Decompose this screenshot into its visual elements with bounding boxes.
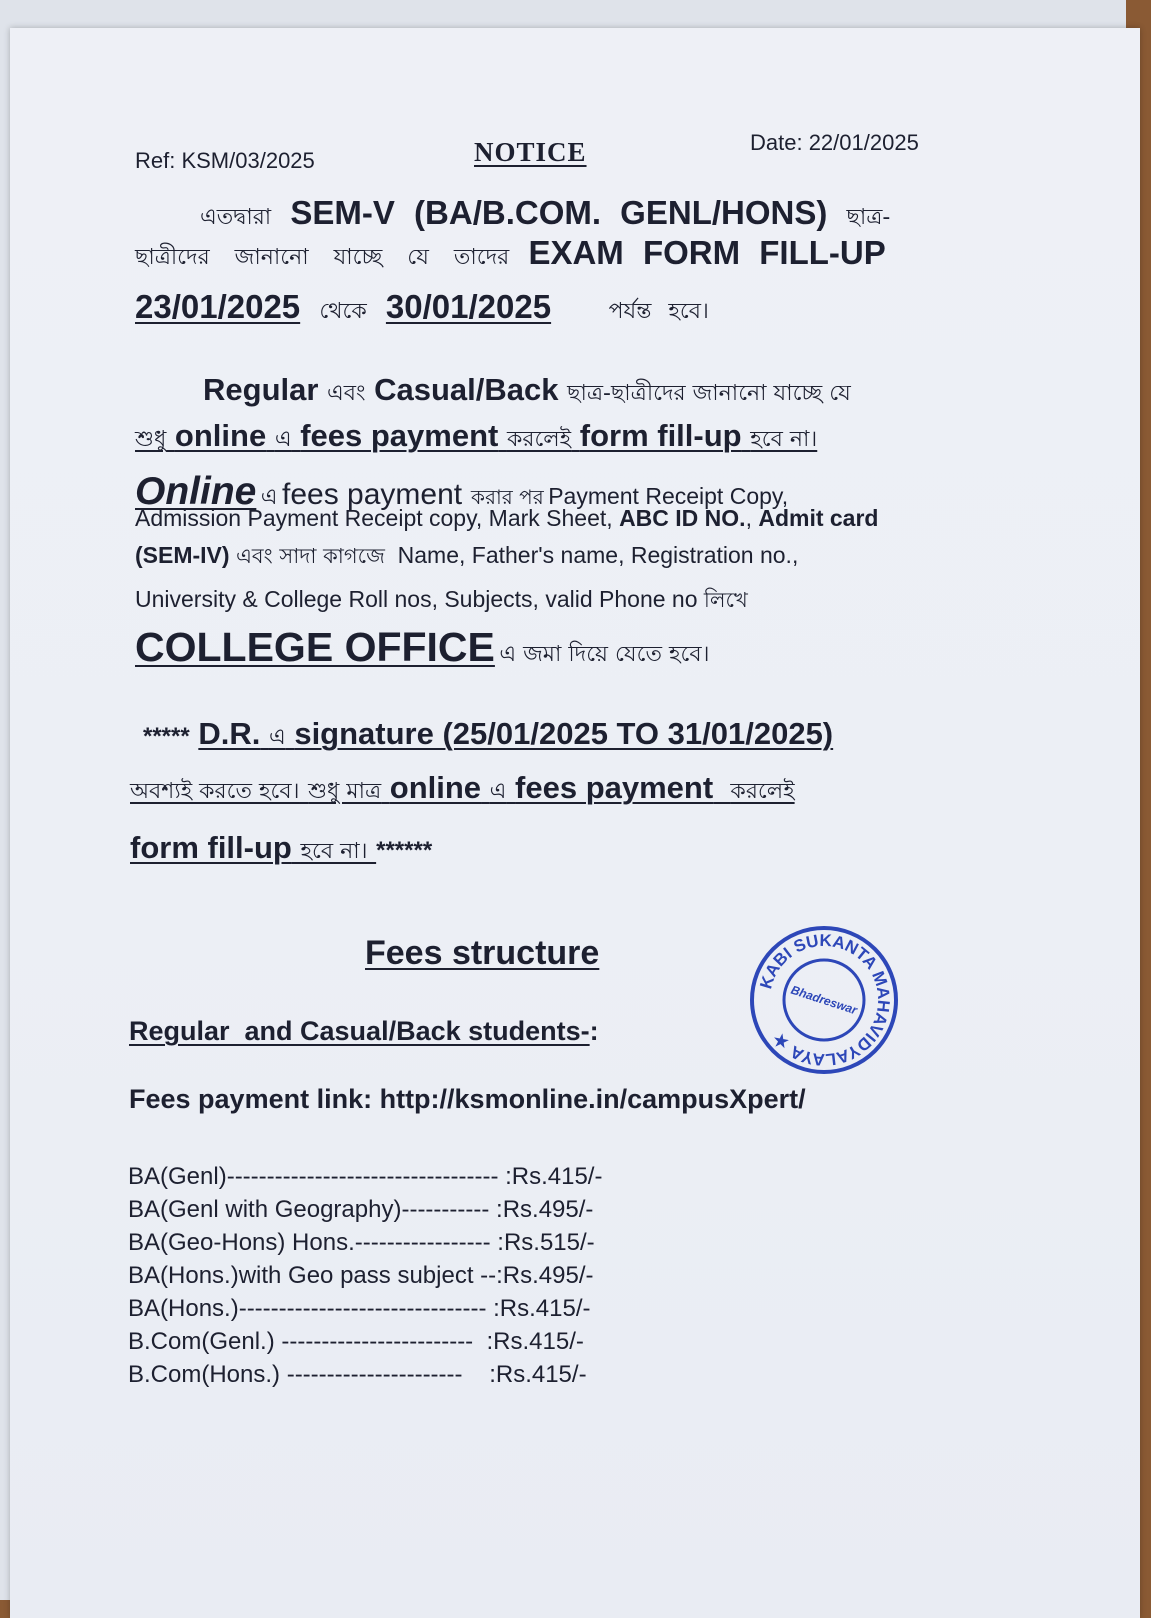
reference-number: Ref: KSM/03/2025 [135, 148, 315, 173]
fees-payment-text: fees payment [282, 478, 463, 511]
fee-row-bcom-hons: B.Com(Hons.) ---------------------- :Rs.415/- [128, 1361, 587, 1388]
stars-text: ****** [376, 837, 433, 864]
stars-text: ***** [143, 723, 190, 750]
bn-text: করলেই [506, 427, 572, 452]
details-text: Name, Father's name, Registration no., [397, 542, 799, 568]
bn-text: লিখে [703, 588, 748, 612]
fee-row-ba-genl: BA(Genl)---------------------------------- :Rs.415/- [128, 1163, 603, 1190]
bn-text: থেকে [319, 299, 367, 324]
bn-text: পর্যন্ত হবে। [608, 299, 709, 324]
regular-text: Regular [203, 372, 319, 407]
form-fillup-text: form fill-up [579, 418, 742, 453]
bn-text: এ [260, 485, 278, 510]
bn-text: ছাত্র-ছাত্রীদের জানানো যাচ্ছে যে [567, 381, 851, 406]
bn-text: ছাত্রীদের জানানো যাচ্ছে যে তাদের [135, 245, 510, 270]
fees-payment-text: fees payment [300, 418, 499, 453]
comma-text: , [745, 505, 752, 531]
dr-text: D.R. [198, 716, 261, 751]
college-office-text: COLLEGE OFFICE [135, 624, 495, 670]
bn-text: ছাত্র- [846, 205, 891, 230]
fee-row-ba-geo-hons: BA(Geo-Hons) Hons.----------------- :Rs.515/- [128, 1229, 595, 1256]
svg-text:Bhadreswar: Bhadreswar [789, 982, 859, 1018]
notice-date: Date: 22/01/2025 [750, 130, 919, 155]
para3-line2 [135, 505, 878, 532]
online-text: online [174, 418, 267, 453]
bn-text: এ [274, 427, 292, 452]
form-fillup-text: form fill-up [130, 830, 292, 865]
notice-title: NOTICE [474, 137, 587, 167]
students-heading: Regular and Casual/Back students- [129, 1016, 590, 1046]
documents-text: Admission Payment Receipt copy, Mark Sheet, [135, 505, 613, 531]
bn-text: এ জমা দিয়ে যেতে হবে। [499, 642, 710, 667]
bn-text: এ [268, 725, 286, 750]
bn-text: এবং [327, 381, 366, 406]
fee-row-ba-genl-geo: BA(Genl with Geography)----------- :Rs.495/- [128, 1196, 594, 1223]
fees-payment-link: Fees payment link: http://ksmonline.in/campusXpert/ [129, 1084, 806, 1114]
receipt-text: Payment Receipt Copy, [548, 483, 789, 509]
bn-text: শুধু মাত্র [308, 779, 382, 804]
para4-line1 [143, 716, 833, 757]
svg-text:KABI SUKANTA MAHAVIDYALAYA ★: KABI SUKANTA MAHAVIDYALAYA ★ [756, 930, 894, 1070]
roll-text: University & College Roll nos, Subjects, valid Phone no [135, 586, 698, 612]
para2-line1 [203, 372, 851, 413]
date-from: 23/01/2025 [135, 288, 301, 325]
date-to: 30/01/2025 [385, 288, 552, 325]
colon-text: : [589, 1016, 599, 1046]
para3-line4 [135, 584, 748, 619]
admit-card-text: Admit card [758, 505, 879, 531]
signature-text: signature (25/01/2025 TO 31/01/2025) [294, 716, 834, 751]
fee-row-bcom-genl: B.Com(Genl.) ------------------------ :Rs.415/- [128, 1328, 584, 1355]
para1-line2 [135, 234, 886, 277]
bn-text: হবে না। [300, 839, 368, 864]
bn-text: এতদ্বারা [200, 205, 272, 230]
fee-row-ba-hons-geo-pass: BA(Hons.)with Geo pass subject --:Rs.495/- [128, 1262, 594, 1289]
casual-text: Casual/Back [374, 372, 559, 407]
bn-text: এবং সাদা কাগজে [235, 544, 385, 568]
online-big-text: Online [135, 470, 257, 513]
para3-line5 [135, 624, 709, 674]
fee-row-ba-hons: BA(Hons.)------------------------------- :Rs.415/- [128, 1295, 591, 1322]
para4-line3 [130, 830, 432, 871]
para2-line2 [135, 418, 817, 459]
bn-text: করার পর [471, 485, 544, 509]
bn-text: অবশ্যই করতে হবে। [130, 779, 300, 804]
fees-structure-title: Fees structure [365, 934, 600, 972]
bn-text: এ [489, 779, 507, 804]
abc-id-text: ABC ID NO. [619, 505, 746, 531]
fees-payment-text: fees payment [515, 770, 714, 805]
course-name: SEM-V (BA/B.COM. GENL/HONS) [290, 194, 828, 231]
fees-subtitle [129, 1016, 599, 1047]
bn-text: হবে না। [750, 427, 818, 452]
college-stamp-seal [748, 924, 900, 1076]
para3-line3 [135, 540, 798, 575]
fees-table [128, 1160, 602, 1391]
para1-line1 [200, 194, 890, 237]
exam-form-text: EXAM FORM FILL-UP [528, 234, 886, 271]
bn-text: করলেই [730, 779, 795, 804]
para1-line3 [135, 288, 709, 331]
online-text: online [389, 770, 482, 805]
para4-line2 [130, 770, 795, 811]
bn-text: শুধু [135, 427, 167, 452]
sem4-text: (SEM-IV) [135, 542, 230, 568]
